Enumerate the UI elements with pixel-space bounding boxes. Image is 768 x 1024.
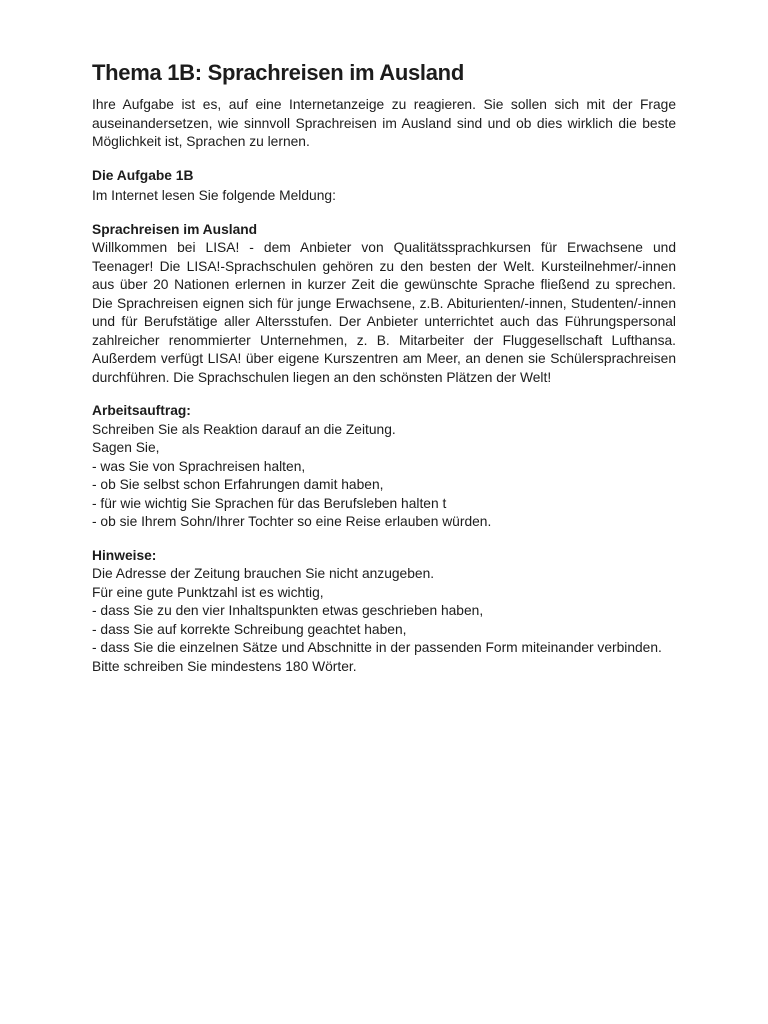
- task-lead: Im Internet lesen Sie folgende Meldung:: [92, 188, 336, 203]
- assignment-bullet: - ob sie Ihrem Sohn/Ihrer Tochter so eine Reise erlauben würden.: [92, 514, 492, 529]
- task-heading: Die Aufgabe 1B: [92, 167, 194, 183]
- notes-line: Für eine gute Punktzahl ist es wichtig,: [92, 584, 324, 600]
- notes-section: [92, 547, 676, 677]
- notes-heading: Hinweise:: [92, 547, 157, 563]
- notes-line: Bitte schreiben Sie mindestens 180 Wörter.: [92, 658, 357, 674]
- notes-line: Die Adresse der Zeitung brauchen Sie nicht anzugeben.: [92, 566, 435, 581]
- assignment-bullet: - was Sie von Sprachreisen halten,: [92, 458, 306, 474]
- announcement-section: [92, 221, 676, 388]
- announcement-body: Willkommen bei LISA! - dem Anbieter von Qualitätssprachkursen für Erwachsene und Teenager! Die LISA!-Sprachschulen gehören zu den besten der Welt. Kursteilnehmer/-innen aus über 20 Nationen erlernen in kurzer Zeit die gewünschte Sprache fließend zu sprechen. Die Sprachreisen eignen sich für junge Erwachsene, z.B. Abiturienten/-innen, Studenten/-innen und für Berufstätige aller Altersstufen. Der Anbieter unterrichtet auch das Führungspersonal zahlreicher renommierter Unternehmen, z. B. Mitarbeiter der Fluggesellschaft Lufthansa. Außerdem verfügt LISA! über eigene Kurszentren am Meer, an denen sie Schülersprachreisen durchführen. Die Sprachschulen liegen an den schönsten Plätzen der Welt!: [92, 240, 676, 385]
- page-title: Thema 1B: Sprachreisen im Ausland: [92, 60, 464, 85]
- assignment-section: [92, 402, 676, 532]
- intro-paragraph: Ihre Aufgabe ist es, auf eine Internetanzeige zu reagieren. Sie sollen sich mit der Frage auseinandersetzen, wie sinnvoll Sprachreisen im Ausland sind und ob dies wirklich die beste Möglichkeit ist, Sprachen zu lernen.: [92, 97, 676, 149]
- assignment-line: Sagen Sie,: [92, 440, 160, 455]
- notes-bullet: - dass Sie die einzelnen Sätze und Abschnitte in der passenden Form miteinander verbinden.: [92, 640, 662, 655]
- assignment-heading: Arbeitsauftrag:: [92, 403, 191, 418]
- task-section: [92, 167, 676, 206]
- assignment-bullet: - für wie wichtig Sie Sprachen für das Berufsleben halten t: [92, 495, 447, 511]
- assignment-line: Schreiben Sie als Reaktion darauf an die Zeitung.: [92, 421, 396, 437]
- notes-bullet: - dass Sie auf korrekte Schreibung geachtet haben,: [92, 621, 407, 637]
- notes-bullet: - dass Sie zu den vier Inhaltspunkten etwas geschrieben haben,: [92, 603, 484, 618]
- assignment-bullet: - ob Sie selbst schon Erfahrungen damit haben,: [92, 477, 384, 492]
- announcement-heading: Sprachreisen im Ausland: [92, 221, 258, 237]
